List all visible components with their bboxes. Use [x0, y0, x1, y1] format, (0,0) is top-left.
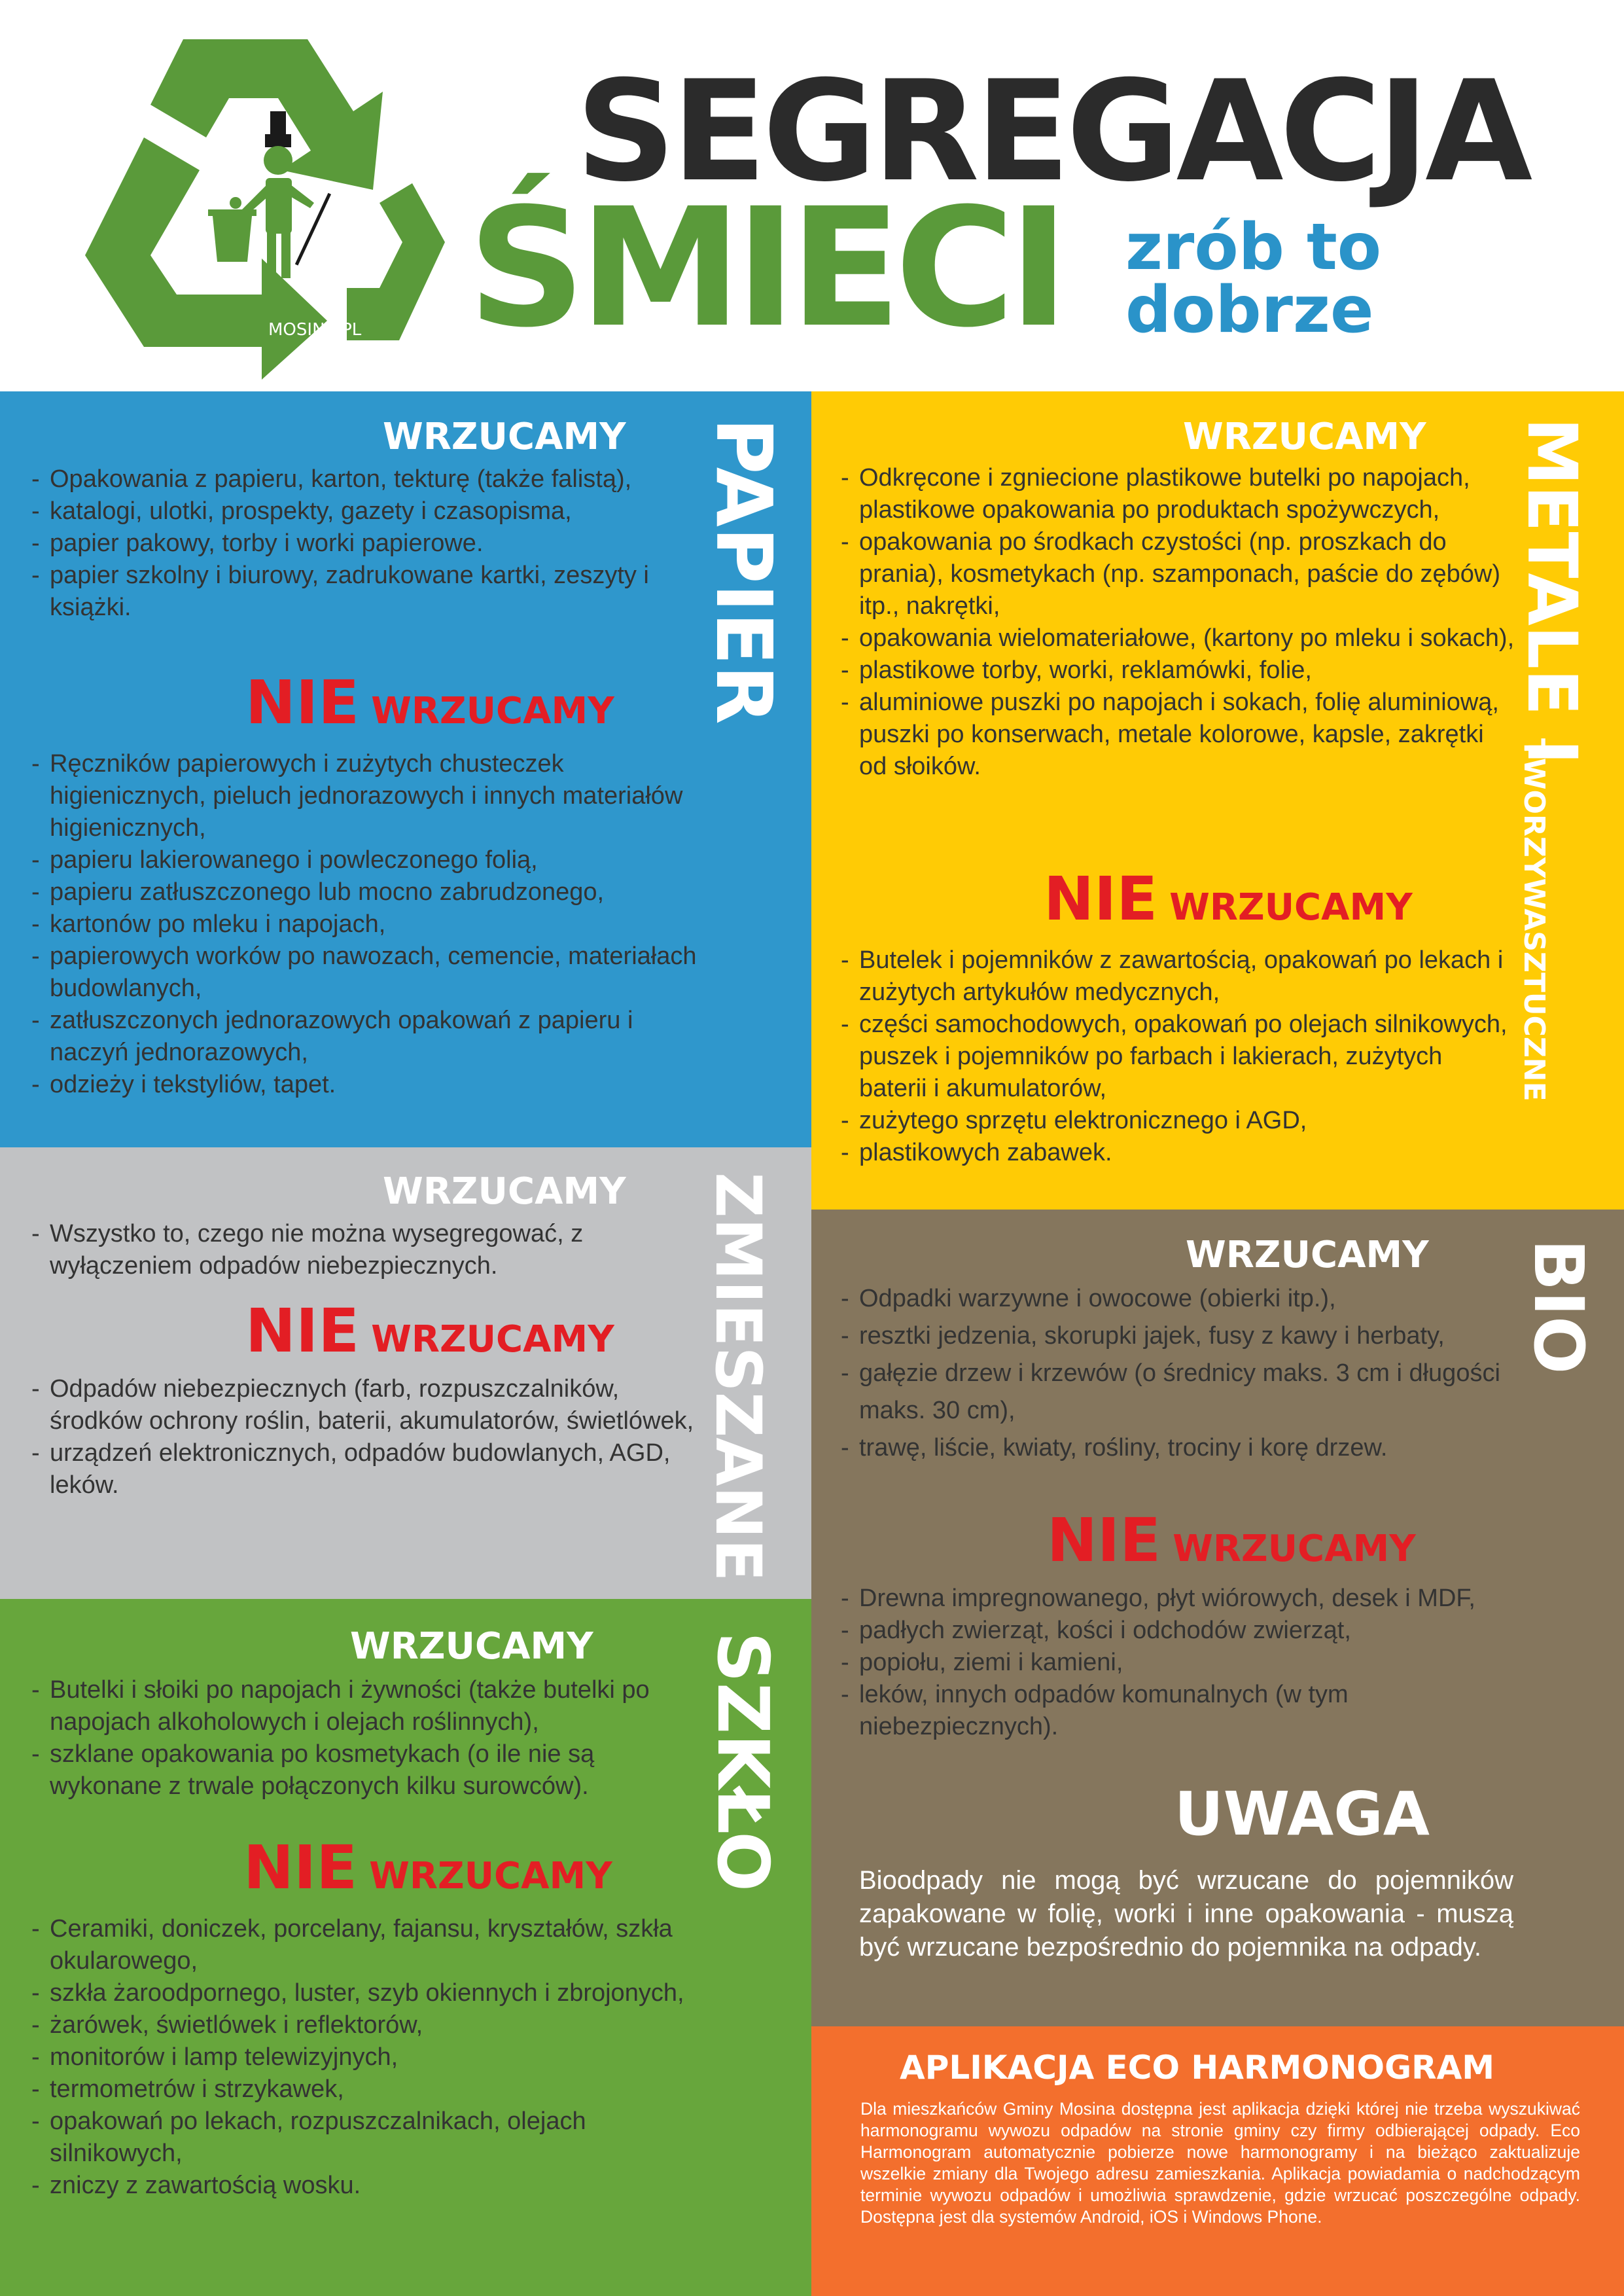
bio-label: BIO: [1519, 1239, 1598, 1374]
nie-word: NIE: [245, 1296, 360, 1366]
list-item: - odzieży i tekstyliów, tapet.: [31, 1069, 699, 1101]
papier-wrzucamy-heading: WRZUCAMY: [383, 416, 626, 458]
list-item: - plastikowych zabawek.: [841, 1137, 1515, 1169]
papier-nie-wrzucamy-list: [31, 748, 699, 1101]
list-item: - papier szkolny i biurowy, zadrukowane kartki, zeszyty i książki.: [31, 560, 660, 624]
list-item: - Wszystko to, czego nie można wysegregować, z wyłączeniem odpadów niebezpiecznych.: [31, 1218, 660, 1282]
list-item: - plastikowe torby, worki, reklamówki, folie,: [841, 655, 1515, 687]
list-item: - zużytego sprzętu elektronicznego i AGD,: [841, 1105, 1515, 1137]
zmieszane-panel: [0, 1147, 811, 1599]
metale-sublabel: [1518, 738, 1549, 1102]
list-item: - leków, innych odpadów komunalnych (w tym niebezpiecznych).: [841, 1679, 1515, 1743]
szklo-wrzucamy-list: [31, 1674, 699, 1803]
list-item: - popiołu, ziemi i kamieni,: [841, 1647, 1515, 1679]
bio-nie-wrzucamy-heading: [1047, 1505, 1416, 1575]
list-item: - papier pakowy, torby i worki papierowe.: [31, 528, 660, 560]
papier-label: PAPIER: [699, 418, 789, 725]
papier-nie-wrzucamy-heading: [245, 668, 614, 738]
szklo-label: SZKŁO: [701, 1632, 783, 1892]
list-item: - urządzeń elektronicznych, odpadów budowlanych, AGD, leków.: [31, 1437, 699, 1501]
title-line1: SEGREGACJA: [576, 50, 1529, 212]
tagline-line1: zrób to: [1125, 210, 1382, 285]
nie-wrzucamy-word: WRZUCAMY: [1173, 1528, 1416, 1570]
tagline: [1125, 210, 1382, 348]
nie-wrzucamy-word: WRZUCAMY: [369, 1855, 612, 1897]
list-item: - szklane opakowania po kosmetykach (o ile nie są wykonane z trwale połączonych kilku surowców).: [31, 1738, 699, 1803]
bio-wrzucamy-heading: WRZUCAMY: [1186, 1234, 1429, 1276]
bio-wrzucamy-list: [841, 1280, 1515, 1467]
metale-wrzucamy-list: [841, 462, 1515, 783]
zmieszane-wrzucamy-heading: WRZUCAMY: [383, 1170, 626, 1213]
list-item: - Butelki i słoiki po napojach i żywności (także butelki po napojach alkoholowych i olejach roślinnych),: [31, 1674, 699, 1738]
nie-wrzucamy-word: WRZUCAMY: [1169, 886, 1413, 929]
zmieszane-label: ZMIESZANE: [701, 1172, 775, 1582]
zmieszane-wrzucamy-list: [31, 1218, 660, 1282]
nie-wrzucamy-word: WRZUCAMY: [371, 690, 614, 732]
papier-wrzucamy-list: [31, 463, 660, 624]
list-item: - monitorów i lamp telewizyjnych,: [31, 2041, 699, 2073]
list-item: - opakowania po środkach czystości (np. proszkach do prania), kosmetykach (np. szamponach, paście do zębów) itp., nakrętki,: [841, 526, 1515, 622]
metale-sublabel-line1: TWORZYWA: [1517, 738, 1551, 931]
list-item: - Ceramiki, doniczek, porcelany, fajansu, kryształów, szkła okularowego,: [31, 1913, 699, 1977]
list-item: - papieru lakierowanego i powleczonego folią,: [31, 844, 699, 876]
papier-panel: [0, 391, 811, 1147]
list-item: - żarówek, świetlówek i reflektorów,: [31, 2009, 699, 2041]
metale-sublabel-line2: SZTUCZNE: [1517, 931, 1551, 1102]
app-title: APLIKACJA ECO HARMONOGRAM: [900, 2049, 1495, 2087]
logo-text: MOSINA.PL: [268, 320, 362, 340]
list-item: - padłych zwierząt, kości i odchodów zwierząt,: [841, 1615, 1515, 1647]
list-item: - zatłuszczonych jednorazowych opakowań z papieru i naczyń jednorazowych,: [31, 1005, 699, 1069]
list-item: - szkła żaroodpornego, luster, szyb okiennych i zbrojonych,: [31, 1977, 699, 2009]
uwaga-text: Bioodpady nie mogą być wrzucane do pojemników zapakowane w folię, worki i inne opakowania - muszą być wrzucane bezpośrednio do pojemnika na odpady.: [859, 1866, 1513, 1962]
metale-panel: [811, 391, 1624, 1210]
list-item: - Odkręcone i zgniecione plastikowe butelki po napojach, plastikowe opakowania po produktach spożywczych,: [841, 462, 1515, 526]
header: [0, 0, 1624, 391]
metale-label: METALE I: [1512, 418, 1592, 765]
list-item: - opakowania wielomateriałowe, (kartony po mleku i sokach),: [841, 622, 1515, 655]
list-item: - Butelek i pojemników z zawartością, opakowań po lekach i zużytych artykułów medycznych,: [841, 944, 1515, 1009]
app-text: Dla mieszkańców Gminy Mosina dostępna jest aplikacja dzięki której nie trzeba wyszukiwać harmonogramu wywozu odpadów na stronie gminy czy firmy odbierającej odpady. Eco Harmonogram automatycznie pobierze nowe harmonogramy i na bieżąco zaktualizuje wszelkie zmiany dla Twojego adresu zamieszkania. Aplikacja powiadamia o nadchodzącym terminie wywozu odpadów i umożliwia sprawdzenie, gdzie wrzucać poszczególne odpady. Dostępna jest dla systemów Android, iOS i Windows Phone.: [860, 2099, 1580, 2227]
list-item: - aluminiowe puszki po napojach i sokach, folię aluminiową, puszki po konserwach, metale kolorowe, kapsle, zakrętki od słoików.: [841, 687, 1515, 783]
list-item: - Odpadki warzywne i owocowe (obierki itp.),: [841, 1280, 1515, 1318]
list-item: - resztki jedzenia, skorupki jajek, fusy z kawy i herbaty,: [841, 1318, 1515, 1355]
zmieszane-nie-wrzucamy-heading: [245, 1296, 614, 1366]
bio-panel: [811, 1210, 1624, 2026]
nie-word: NIE: [1047, 1505, 1161, 1575]
list-item: - termometrów i strzykawek,: [31, 2073, 699, 2106]
bio-nie-wrzucamy-list: [841, 1583, 1515, 1743]
list-item: - opakowań po lekach, rozpuszczalnikach, olejach silnikowych,: [31, 2106, 699, 2170]
tagline-line2: dobrze: [1125, 273, 1374, 348]
list-item: - kartonów po mleku i napojach,: [31, 908, 699, 941]
nie-word: NIE: [243, 1833, 358, 1903]
nie-wrzucamy-word: WRZUCAMY: [371, 1318, 614, 1361]
list-item: - Opakowania z papieru, karton, tekturę (także falistą),: [31, 463, 660, 495]
list-item: - katalogi, ulotki, prospekty, gazety i czasopisma,: [31, 495, 660, 528]
nie-word: NIE: [245, 668, 360, 738]
list-item: - części samochodowych, opakowań po olejach silnikowych, puszek i pojemników po farbach i lakierach, zużytych baterii i akumulatorów,: [841, 1009, 1515, 1105]
list-item: - Odpadów niebezpiecznych (farb, rozpuszczalników, środków ochrony roślin, baterii, akumulatorów, świetlówek,: [31, 1373, 699, 1437]
uwaga-title: UWAGA: [1174, 1779, 1430, 1849]
zmieszane-nie-wrzucamy-list: [31, 1373, 699, 1501]
metale-nie-wrzucamy-list: [841, 944, 1515, 1169]
szklo-panel: [0, 1599, 811, 2296]
list-item: - zniczy z zawartością wosku.: [31, 2170, 699, 2202]
app-panel: [811, 2026, 1624, 2296]
list-item: - Drewna impregnowanego, płyt wiórowych, desek i MDF,: [841, 1583, 1515, 1615]
title-line2: ŚMIECI: [468, 173, 1063, 363]
nie-word: NIE: [1044, 864, 1158, 934]
list-item: - papieru zatłuszczonego lub mocno zabrudzonego,: [31, 876, 699, 908]
metale-wrzucamy-heading: WRZUCAMY: [1183, 416, 1426, 458]
szklo-wrzucamy-heading: WRZUCAMY: [350, 1625, 593, 1668]
list-item: - trawę, liście, kwiaty, rośliny, trociny i korę drzew.: [841, 1429, 1515, 1467]
list-item: - gałęzie drzew i krzewów (o średnicy maks. 3 cm i długości maks. 30 cm),: [841, 1355, 1515, 1429]
szklo-nie-wrzucamy-heading: [243, 1833, 612, 1903]
list-item: - Ręczników papierowych i zużytych chusteczek higienicznych, pieluch jednorazowych i innych materiałów higienicznych,: [31, 748, 699, 844]
metale-nie-wrzucamy-heading: [1044, 864, 1413, 934]
list-item: - papierowych worków po nawozach, cemencie, materiałach budowlanych,: [31, 941, 699, 1005]
recycle-logo-icon: [72, 13, 451, 386]
szklo-nie-wrzucamy-list: [31, 1913, 699, 2202]
